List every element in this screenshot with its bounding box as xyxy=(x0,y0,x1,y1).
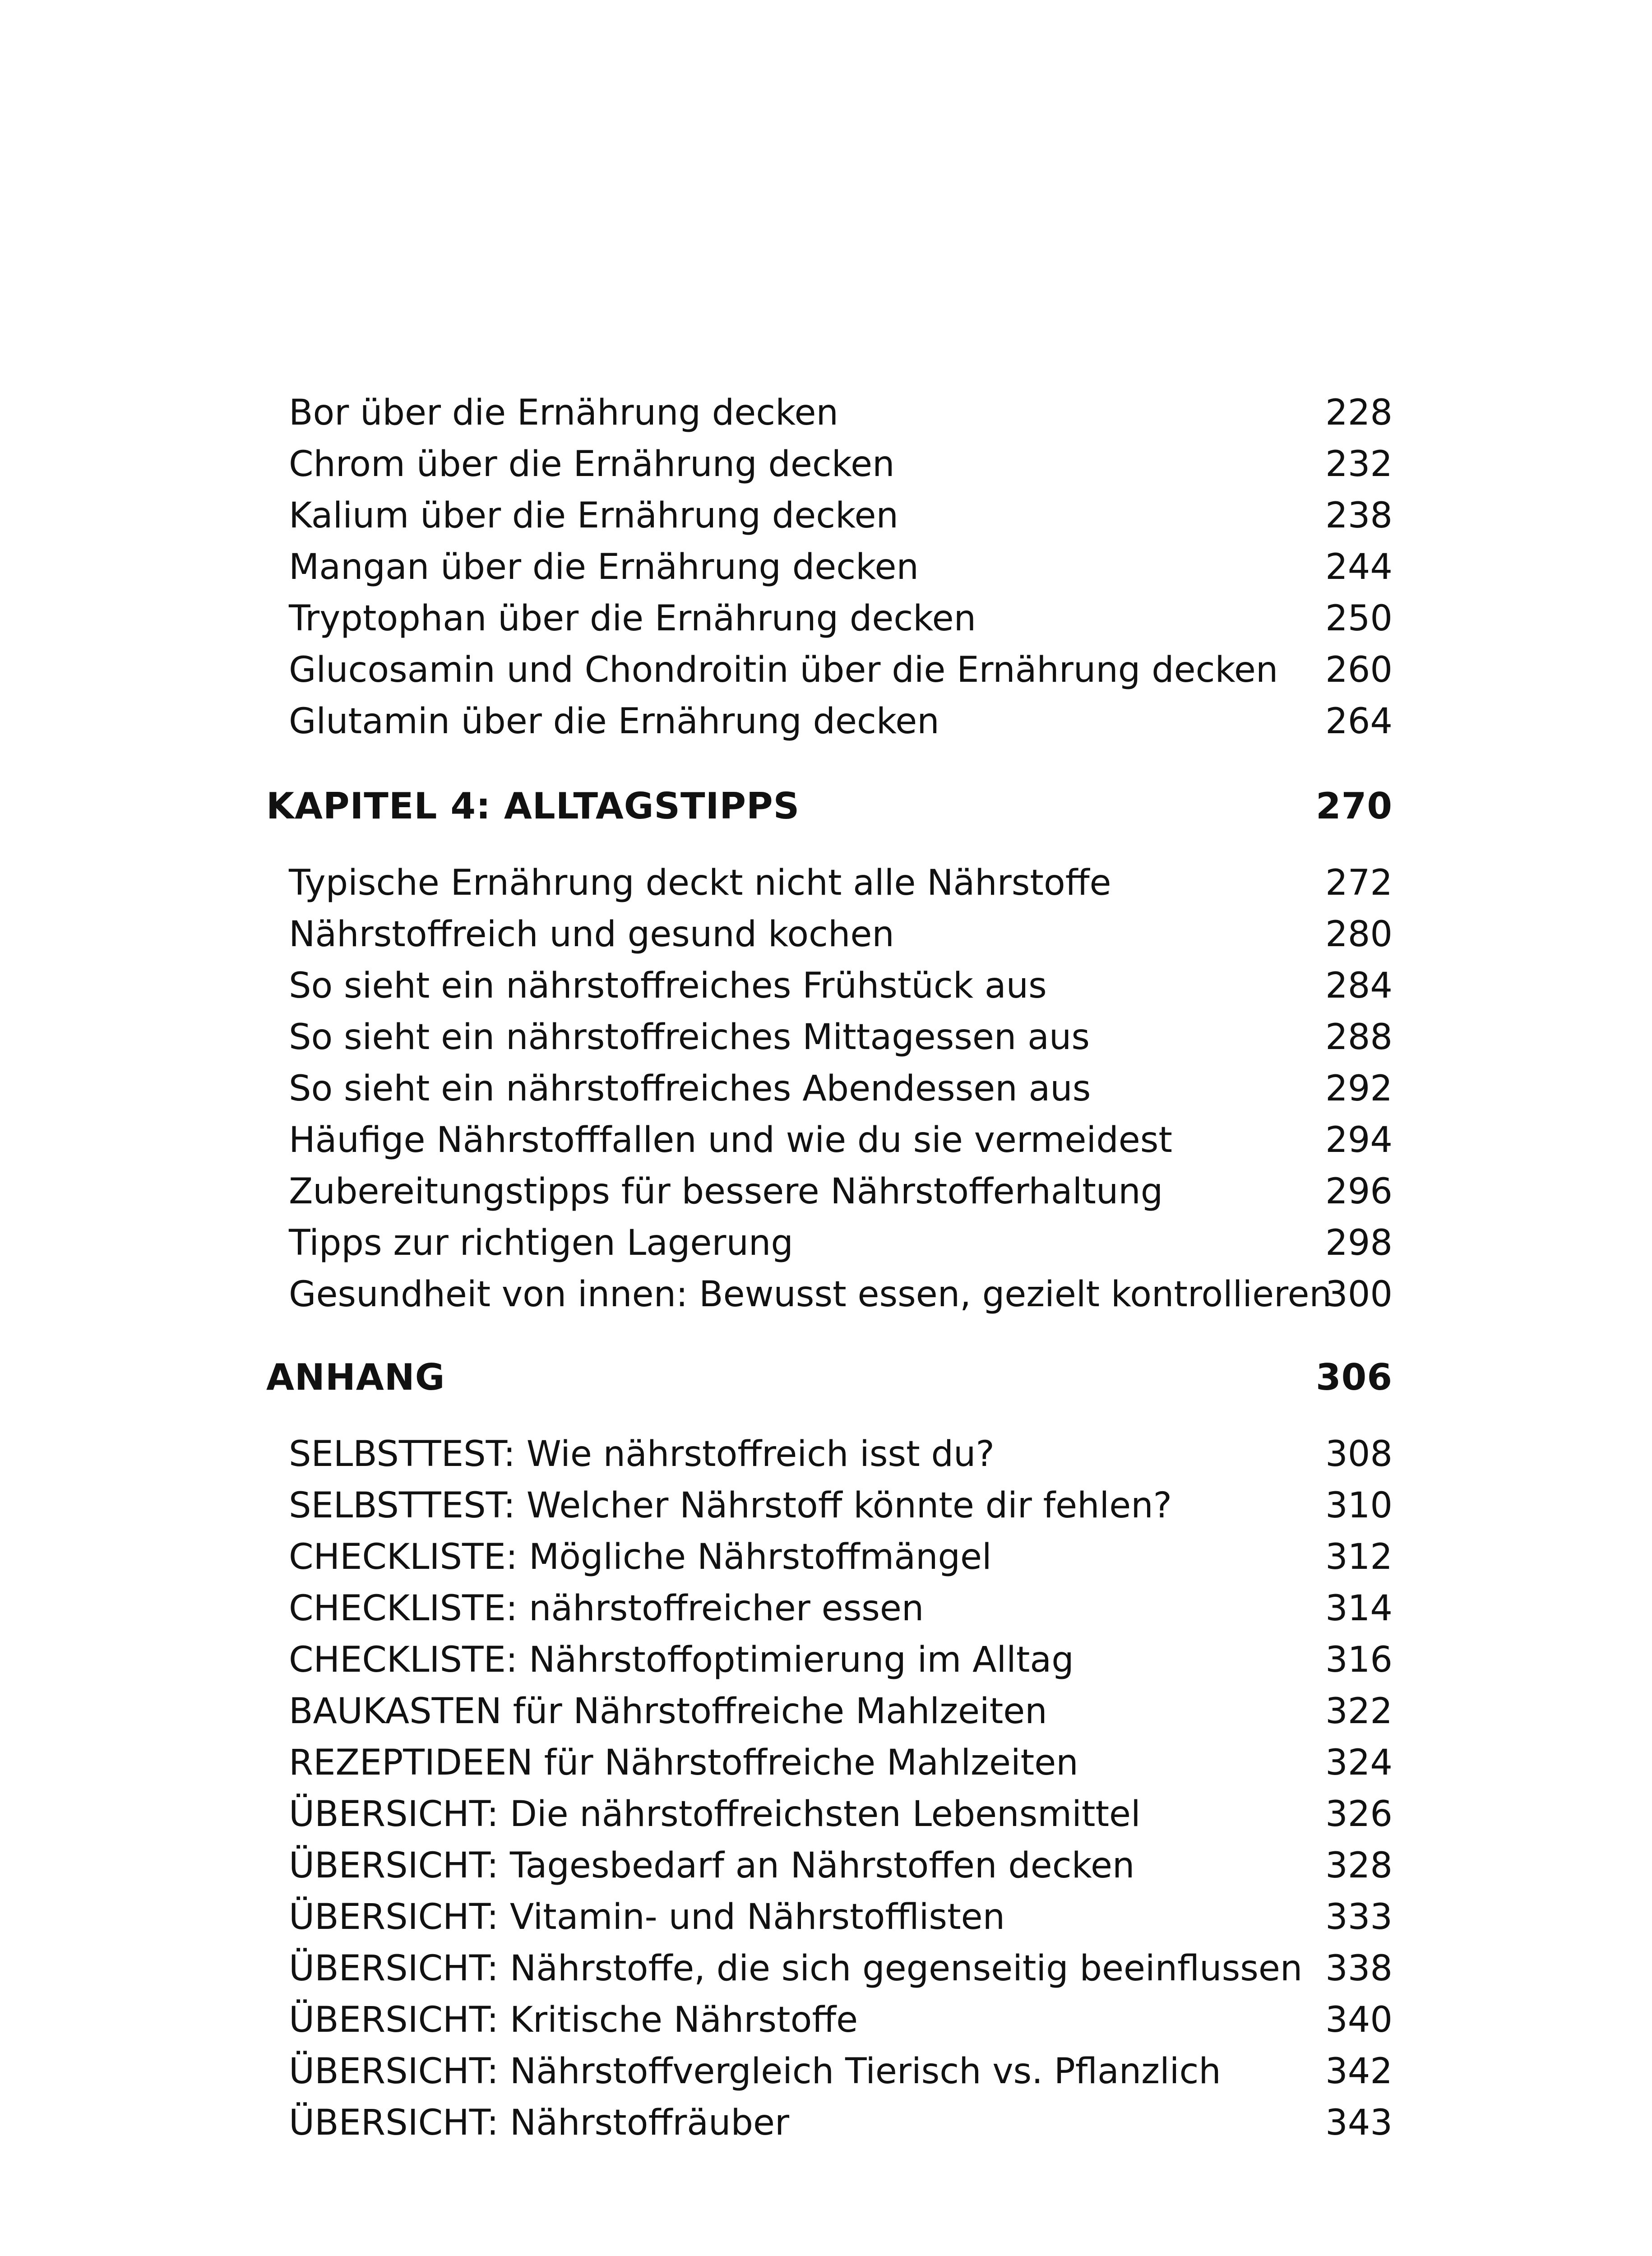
toc-entry-page: 238 xyxy=(1325,495,1393,536)
toc-entry xyxy=(266,541,1393,593)
toc-entry-page: 312 xyxy=(1325,1537,1393,1577)
toc-entry-page: 324 xyxy=(1325,1743,1393,1783)
toc-entry xyxy=(266,1114,1393,1166)
toc-entry-title: CHECKLISTE: nährstoffreicher essen xyxy=(289,1588,924,1629)
toc-entry xyxy=(266,696,1393,747)
toc-entry-page: 326 xyxy=(1325,1794,1393,1835)
toc-entry xyxy=(266,2046,1393,2097)
toc-entry-title: Nährstoffreich und gesund kochen xyxy=(289,914,894,955)
toc-entry-title: So sieht ein nährstoffreiches Frühstück aus xyxy=(289,966,1047,1006)
toc-group-nutrients xyxy=(266,387,1393,747)
toc-entry xyxy=(266,1891,1393,1943)
toc-entry-page: 316 xyxy=(1325,1640,1393,1680)
toc-entry-page: 308 xyxy=(1325,1434,1393,1475)
toc-entry-page: 343 xyxy=(1325,2103,1393,2143)
toc-entry-page: 280 xyxy=(1325,914,1393,955)
toc-entry-title: Bor über die Ernährung decken xyxy=(289,393,838,433)
toc-entry xyxy=(266,1994,1393,2046)
toc-entry-page: 272 xyxy=(1325,863,1393,903)
toc-entry-page: 264 xyxy=(1325,701,1393,742)
toc-entry-title: ÜBERSICHT: Nährstoffe, die sich gegenseitig beeinflussen xyxy=(289,1948,1303,1989)
toc-entry-page: 298 xyxy=(1325,1223,1393,1263)
toc-entry xyxy=(266,1269,1393,1320)
toc-entry-page: 228 xyxy=(1325,393,1393,433)
toc-entry-page: 244 xyxy=(1325,547,1393,587)
toc-entry-title: Typische Ernährung deckt nicht alle Nährstoffe xyxy=(289,863,1111,903)
toc-entry-page: 260 xyxy=(1325,650,1393,690)
toc-chapter-title: KAPITEL 4: ALLTAGSTIPPS xyxy=(266,785,800,827)
toc-entry-title: Kalium über die Ernährung decken xyxy=(289,495,898,536)
toc-entry-page: 284 xyxy=(1325,966,1393,1006)
toc-entry-page: 338 xyxy=(1325,1948,1393,1989)
toc-entry-title: Tryptophan über die Ernährung decken xyxy=(289,598,976,639)
toc-chapter-4 xyxy=(266,779,1393,833)
toc-entry-title: CHECKLISTE: Nährstoffoptimierung im Alltag xyxy=(289,1640,1074,1680)
toc-entry-page: 288 xyxy=(1325,1017,1393,1058)
toc-entry-title: So sieht ein nährstoffreiches Abendessen aus xyxy=(289,1068,1091,1109)
toc-entry-title: ÜBERSICHT: Die nährstoffreichsten Lebensmittel xyxy=(289,1794,1141,1835)
toc-group-alltagstipps xyxy=(266,857,1393,1320)
toc-entry xyxy=(266,857,1393,909)
toc-entry-page: 300 xyxy=(1325,1274,1393,1315)
toc-entry-title: ÜBERSICHT: Nährstoffräuber xyxy=(289,2103,790,2143)
toc-entry-page: 310 xyxy=(1325,1485,1393,1526)
toc-entry-title: REZEPTIDEEN für Nährstoffreiche Mahlzeiten xyxy=(289,1743,1078,1783)
toc-entry-title: ÜBERSICHT: Vitamin- und Nährstofflisten xyxy=(289,1897,1005,1937)
toc-entry-page: 322 xyxy=(1325,1691,1393,1732)
toc-entry xyxy=(266,1531,1393,1583)
toc-entry-title: ÜBERSICHT: Nährstoffvergleich Tierisch vs. Pflanzlich xyxy=(289,2051,1221,2092)
toc-entry-title: Gesundheit von innen: Bewusst essen, gezielt kontrollieren xyxy=(289,1274,1332,1315)
toc-entry xyxy=(266,1789,1393,1840)
toc-entry xyxy=(266,960,1393,1012)
toc-entry-page: 250 xyxy=(1325,598,1393,639)
toc-chapter-anhang xyxy=(266,1350,1393,1405)
toc-entry-title: Zubereitungstipps für bessere Nährstofferhaltung xyxy=(289,1171,1163,1212)
toc-entry xyxy=(266,1943,1393,1994)
toc-entry-title: Glutamin über die Ernährung decken xyxy=(289,701,939,742)
toc-entry-title: Glucosamin und Chondroitin über die Ernährung decken xyxy=(289,650,1278,690)
toc-entry xyxy=(266,490,1393,541)
toc-entry-title: Tipps zur richtigen Lagerung xyxy=(289,1223,793,1263)
toc-chapter-title: ANHANG xyxy=(266,1356,445,1398)
toc-entry xyxy=(266,1634,1393,1686)
toc-entry xyxy=(266,1217,1393,1269)
toc-entry xyxy=(266,1428,1393,1480)
toc-entry-title: SELBSTTEST: Wie nährstoffreich isst du? xyxy=(289,1434,995,1475)
toc-entry xyxy=(266,909,1393,960)
toc-entry-page: 328 xyxy=(1325,1845,1393,1886)
toc-entry xyxy=(266,1480,1393,1531)
toc-group-anhang xyxy=(266,1428,1393,2149)
toc-entry xyxy=(266,1583,1393,1634)
toc-entry-page: 294 xyxy=(1325,1120,1393,1160)
toc-entry-title: Chrom über die Ernährung decken xyxy=(289,444,895,485)
toc-entry-page: 292 xyxy=(1325,1068,1393,1109)
toc-entry xyxy=(266,1840,1393,1891)
toc-entry-title: ÜBERSICHT: Kritische Nährstoffe xyxy=(289,2000,858,2040)
toc-entry xyxy=(266,1063,1393,1114)
toc-entry-page: 340 xyxy=(1325,2000,1393,2040)
toc-entry-title: So sieht ein nährstoffreiches Mittagessen aus xyxy=(289,1017,1090,1058)
toc-entry-title: Mangan über die Ernährung decken xyxy=(289,547,919,587)
toc-entry-title: BAUKASTEN für Nährstoffreiche Mahlzeiten xyxy=(289,1691,1047,1732)
toc-entry xyxy=(266,1012,1393,1063)
toc-entry-title: Häufige Nährstofffallen und wie du sie vermeidest xyxy=(289,1120,1172,1160)
toc-entry xyxy=(266,1737,1393,1789)
toc-entry-page: 333 xyxy=(1325,1897,1393,1937)
toc-entry-page: 232 xyxy=(1325,444,1393,485)
toc-entry xyxy=(266,387,1393,439)
toc-chapter-page: 270 xyxy=(1316,785,1393,827)
toc-entry xyxy=(266,439,1393,490)
toc-entry-title: CHECKLISTE: Mögliche Nährstoffmängel xyxy=(289,1537,992,1577)
toc-chapter-page: 306 xyxy=(1316,1356,1393,1398)
toc-entry xyxy=(266,593,1393,644)
toc-entry xyxy=(266,644,1393,696)
toc-entry-title: ÜBERSICHT: Tagesbedarf an Nährstoffen decken xyxy=(289,1845,1135,1886)
toc-entry-title: SELBSTTEST: Welcher Nährstoff könnte dir fehlen? xyxy=(289,1485,1172,1526)
toc-entry xyxy=(266,1166,1393,1217)
toc-entry-page: 296 xyxy=(1325,1171,1393,1212)
toc-entry xyxy=(266,1686,1393,1737)
toc-entry-page: 342 xyxy=(1325,2051,1393,2092)
toc-entry xyxy=(266,2097,1393,2149)
toc-entry-page: 314 xyxy=(1325,1588,1393,1629)
